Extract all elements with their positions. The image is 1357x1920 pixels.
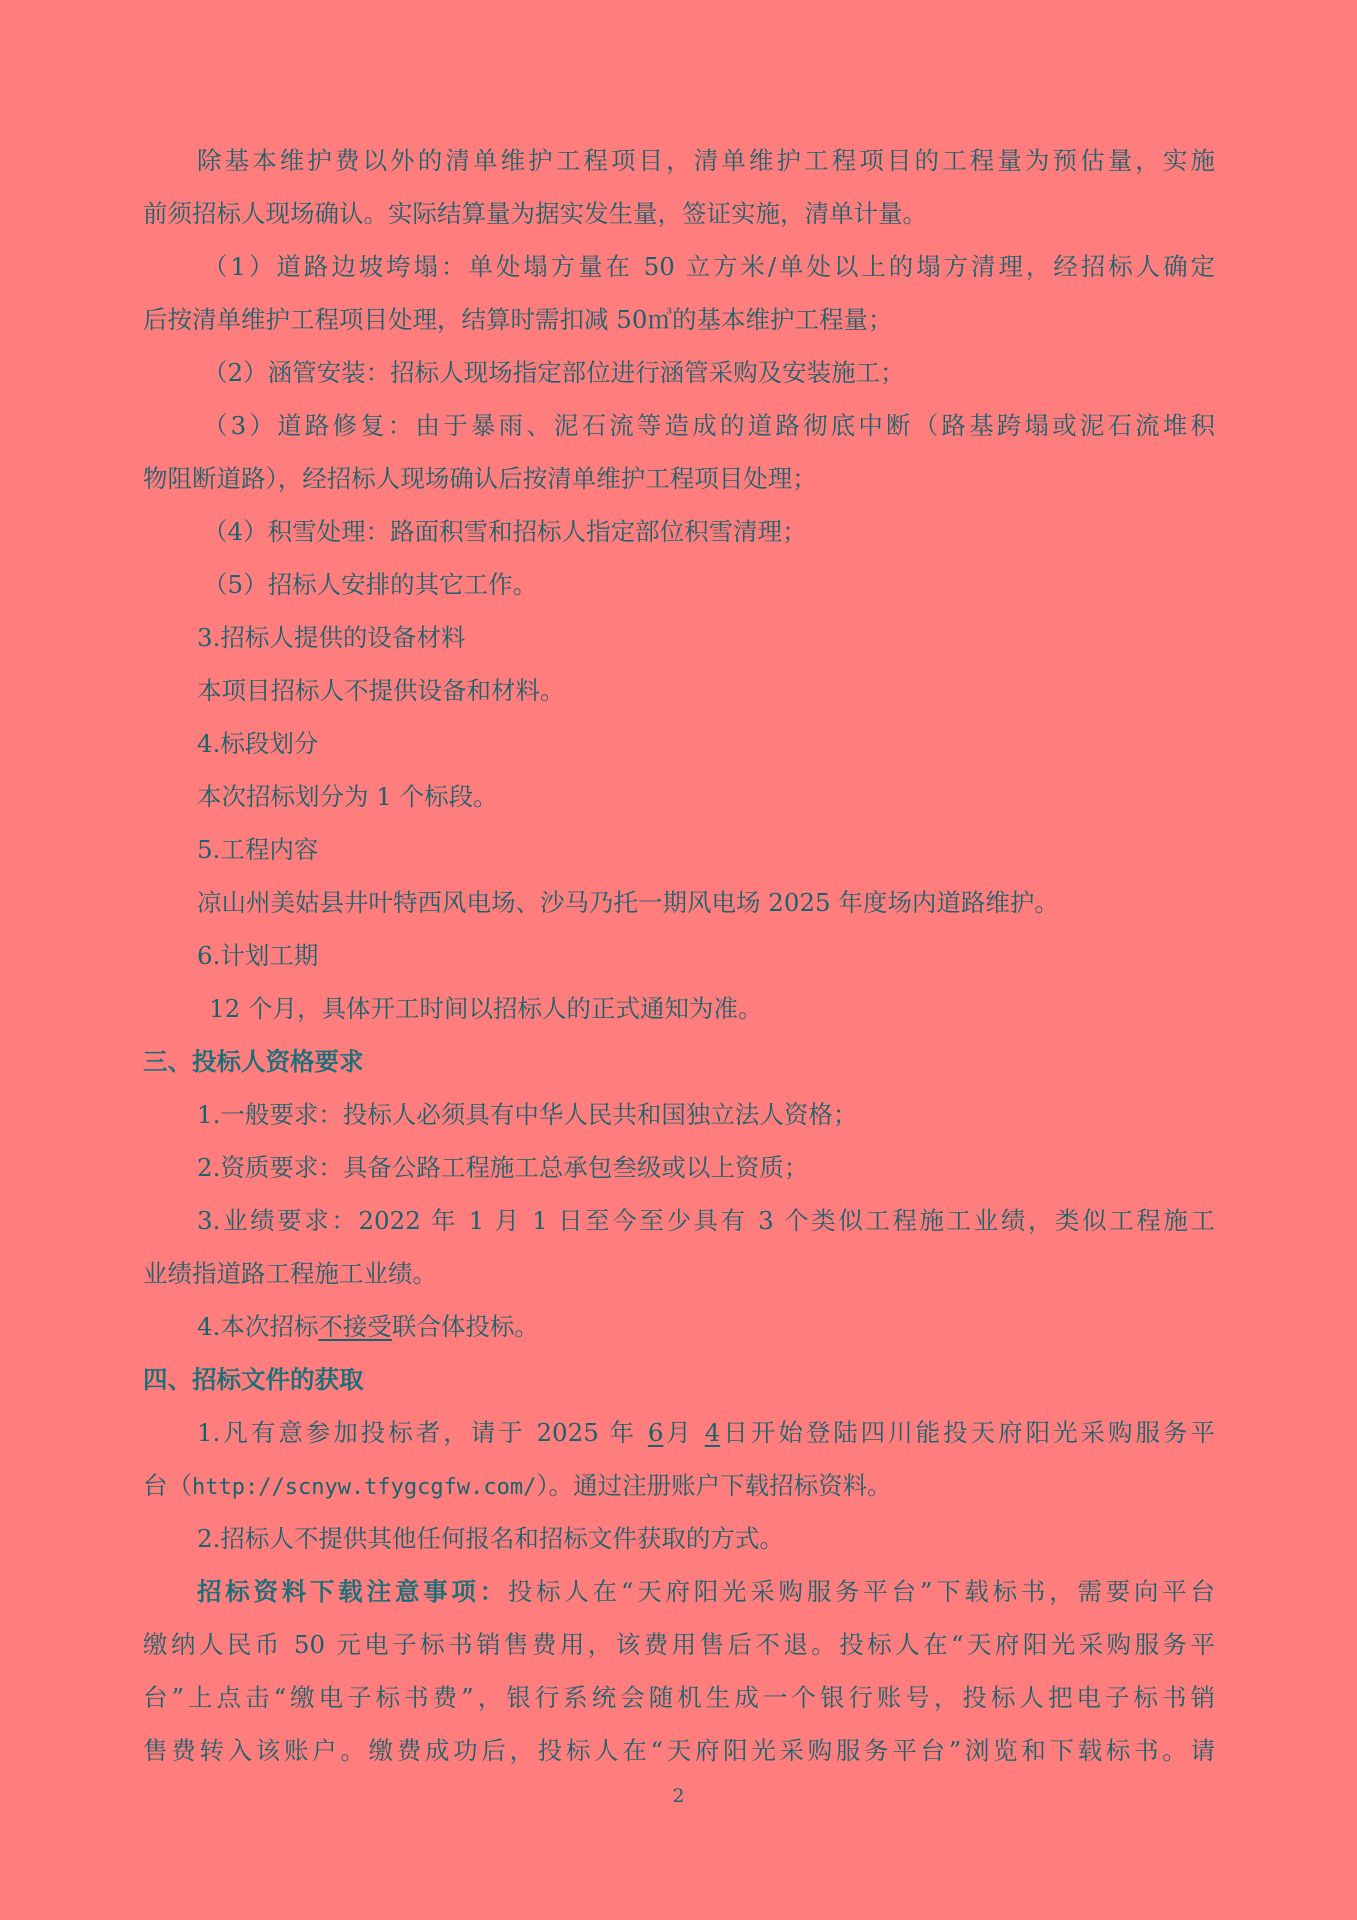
list-item: （1）道路边坡垮塌：单处塌方量在 50 立方米/单处以上的塌方清理，经招标人确定 bbox=[203, 252, 1215, 281]
paragraph-line: 业绩指道路工程施工业绩。 bbox=[143, 1259, 437, 1288]
list-item: （5）招标人安排的其它工作。 bbox=[203, 570, 538, 599]
subsection-title: 6.计划工期 bbox=[197, 941, 319, 970]
requirement-item bbox=[143, 1300, 1215, 1353]
text-fragment: 月 bbox=[663, 1418, 694, 1447]
section-heading: 四、招标文件的获取 bbox=[143, 1365, 364, 1394]
underlined-text: 不接受 bbox=[318, 1312, 392, 1341]
paragraph-line: 12 个月，具体开工时间以招标人的正式通知为准。 bbox=[209, 994, 763, 1023]
text-fragment: 4.本次招标 bbox=[197, 1312, 319, 1341]
paragraph-line: 缴纳人民币 50 元电子标书销售费用，该费用售后不退。投标人在“天府阳光采购服务平 bbox=[143, 1630, 1215, 1659]
paragraph-line: 后按清单维护工程项目处理，结算时需扣减 50㎥的基本维护工程量； bbox=[143, 305, 893, 334]
subsection-title: 5.工程内容 bbox=[197, 835, 319, 864]
requirement-item: 2.资质要求：具备公路工程施工总承包叁级或以上资质； bbox=[197, 1153, 809, 1182]
section-heading: 三、投标人资格要求 bbox=[143, 1047, 364, 1076]
text-fragment: 1.凡有意参加投标者，请于 2025 年 bbox=[197, 1418, 638, 1447]
text-fragment: 投标人在“天府阳光采购服务平台”下载标书，需要向平台 bbox=[507, 1577, 1215, 1606]
underlined-day: 4 bbox=[704, 1418, 721, 1447]
paragraph-line: 凉山州美姑县井叶特西风电场、沙马乃托一期风电场 2025 年度场内道路维护。 bbox=[197, 888, 1059, 917]
paragraph-line bbox=[143, 1459, 1215, 1512]
text-fragment: 台（ bbox=[143, 1471, 192, 1500]
instruction-item bbox=[143, 1406, 1215, 1459]
document-page bbox=[143, 134, 1215, 1777]
text-fragment: 日开始登陆四川能投天府阳光采购服务平 bbox=[720, 1418, 1215, 1447]
subsection-title: 4.标段划分 bbox=[197, 729, 319, 758]
paragraph-line: 物阻断道路），经招标人现场确认后按清单维护工程项目处理； bbox=[143, 464, 817, 493]
paragraph-line: 除基本维护费以外的清单维护工程项目，清单维护工程项目的工程量为预估量，实施 bbox=[197, 146, 1215, 175]
underlined-month: 6 bbox=[647, 1418, 664, 1447]
paragraph-line: 本次招标划分为 1 个标段。 bbox=[197, 782, 498, 811]
platform-url-link[interactable]: http://scnyw.tfygcgfw.com/ bbox=[192, 1475, 537, 1500]
requirement-item: 1.一般要求：投标人必须具有中华人民共和国独立法人资格； bbox=[197, 1100, 858, 1129]
note-label: 招标资料下载注意事项： bbox=[197, 1577, 508, 1606]
instruction-item: 2.招标人不提供其他任何报名和招标文件获取的方式。 bbox=[197, 1524, 784, 1553]
list-item: （2）涵管安装：招标人现场指定部位进行涵管采购及安装施工； bbox=[203, 358, 905, 387]
text-fragment: ）。通过注册账户下载招标资料。 bbox=[536, 1471, 892, 1500]
paragraph-line: 台”上点击“缴电子标书费”，银行系统会随机生成一个银行账号，投标人把电子标书销 bbox=[143, 1683, 1215, 1712]
paragraph-line: 售费转入该账户。缴费成功后，投标人在“天府阳光采购服务平台”浏览和下载标书。请 bbox=[143, 1736, 1215, 1765]
requirement-item: 3.业绩要求：2022 年 1 月 1 日至今至少具有 3 个类似工程施工业绩，类似工程施工 bbox=[197, 1206, 1215, 1235]
text-fragment: 联合体投标。 bbox=[391, 1312, 539, 1341]
list-item: （4）积雪处理：路面积雪和招标人指定部位积雪清理； bbox=[203, 517, 807, 546]
note-paragraph bbox=[143, 1565, 1215, 1618]
paragraph-line: 本项目招标人不提供设备和材料。 bbox=[197, 676, 565, 705]
page-number: 2 bbox=[672, 1785, 685, 1807]
list-item: （3）道路修复：由于暴雨、泥石流等造成的道路彻底中断（路基跨塌或泥石流堆积 bbox=[203, 411, 1215, 440]
paragraph-line: 前须招标人现场确认。实际结算量为据实发生量，签证实施，清单计量。 bbox=[143, 199, 927, 228]
subsection-title: 3.招标人提供的设备材料 bbox=[197, 623, 466, 652]
